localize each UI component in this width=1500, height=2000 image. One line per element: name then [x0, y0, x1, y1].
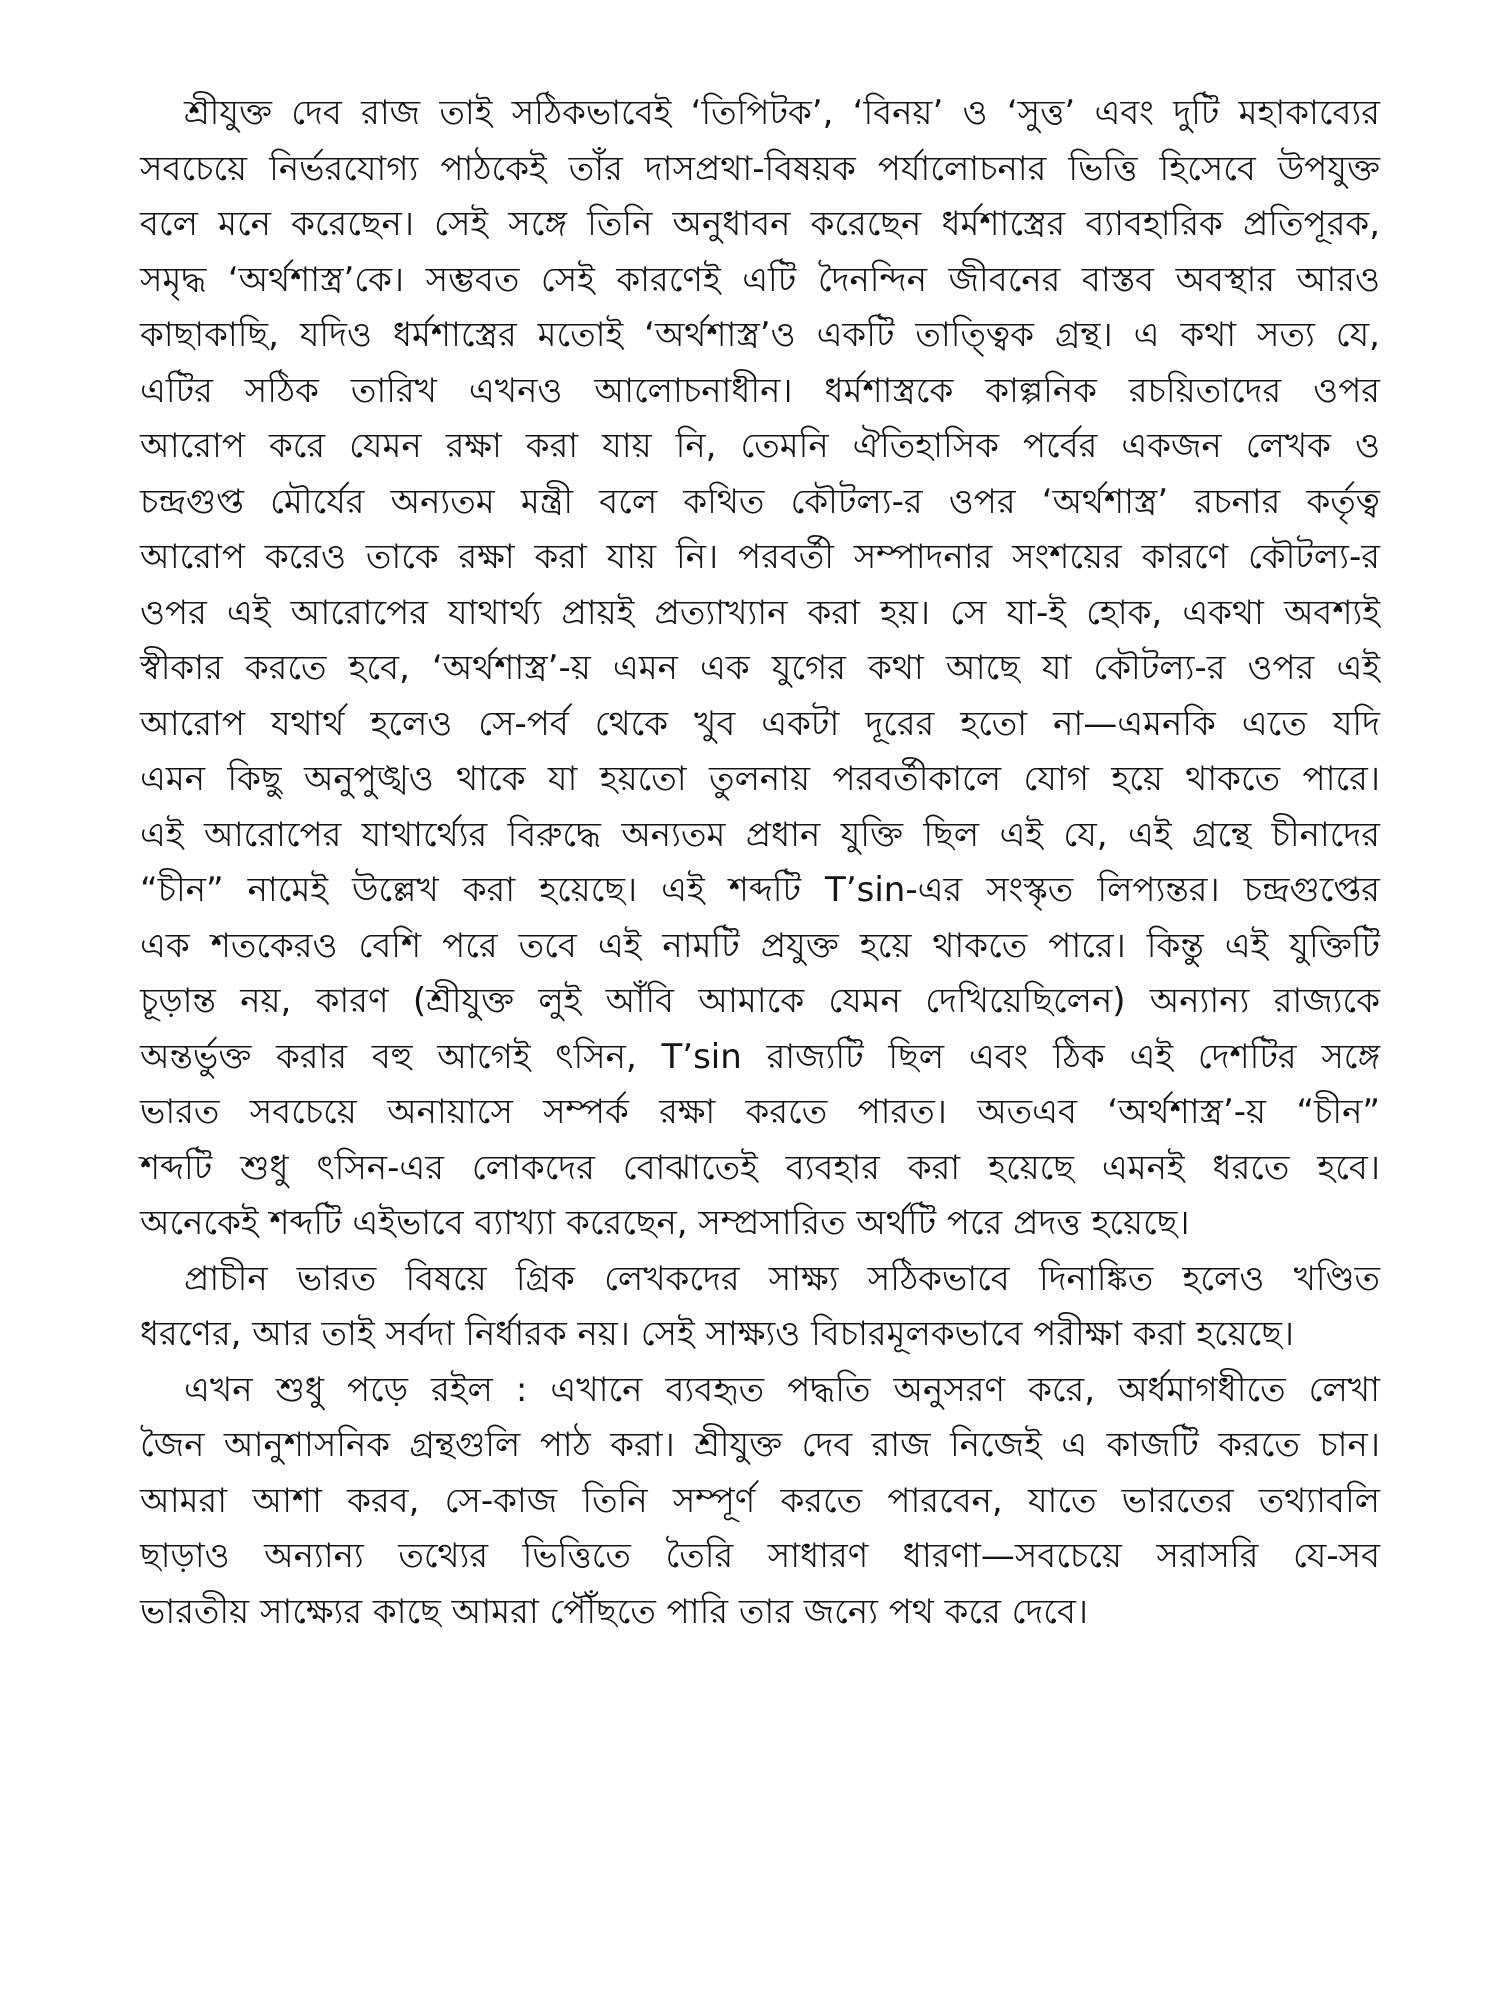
paragraph-3	[140, 1363, 1380, 1641]
text-line: এই আরোপের যাথার্থ্যের বিরুদ্ধে অন্যতম প্রধান যুক্তি ছিল এই যে, এই গ্রন্থে চীনাদের	[140, 814, 1380, 855]
text-line: শ্রীযুক্ত দেব রাজ তাই সঠিকভাবেই ‘তিপিটক’, ‘বিনয়’ ও ‘সুত্ত’ এবং দুটি মহাকাব্যের	[184, 93, 1380, 133]
paragraph-2	[140, 1252, 1380, 1363]
text-line: ভারত সবচেয়ে অনায়াসে সম্পর্ক রক্ষা করতে পারত। অতএব ‘অর্থশাস্ত্র’-য় “চীন”	[140, 1092, 1380, 1132]
text-line: ধরণের, আর তাই সর্বদা নির্ধারক নয়। সেই সাক্ষ্যও বিচারমূলকভাবে পরীক্ষা করা হয়েছে।	[140, 1314, 1295, 1354]
text-line: কাছাকাছি, যদিও ধর্মশাস্ত্রের মতোই ‘অর্থশাস্ত্র’ও একটি তাত্ত্বিক গ্রন্থ। এ কথা সত্য যে,	[140, 315, 1380, 355]
text-line: অন্তর্ভুক্ত করার বহু আগেই ৎসিন, T’sin রাজ্যটি ছিল এবং ঠিক এই দেশটির সঙ্গে	[140, 1036, 1380, 1077]
text-line: সবচেয়ে নির্ভরযোগ্য পাঠকেই তাঁর দাসপ্রথা-বিষয়ক পর্যালোচনার ভিত্তি হিসেবে উপযুক্ত	[140, 148, 1380, 189]
text-line: স্বীকার করতে হবে, ‘অর্থশাস্ত্র’-য় এমন এক যুগের কথা আছে যা কৌটল্য-র ওপর এই	[140, 648, 1380, 688]
text-line: আমরা আশা করব, সে-কাজ তিনি সম্পূর্ণ করতে পারবেন, যাতে ভারতের তথ্যাবলি	[140, 1480, 1380, 1521]
text-line: অনেকেই শব্দটি এইভাবে ব্যাখ্যা করেছেন, সম্প্রসারিত অর্থটি পরে প্রদত্ত হয়েছে।	[140, 1203, 1190, 1243]
text-line: এখন শুধু পড়ে রইল : এখানে ব্যবহৃত পদ্ধতি অনুসরণ করে, অর্ধমাগধীতে লেখা	[184, 1369, 1380, 1410]
text-line: এটির সঠিক তারিখ এখনও আলোচনাধীন। ধর্মশাস্ত্রকে কাল্পনিক রচয়িতাদের ওপর	[140, 370, 1380, 411]
text-line: এক শতকেরও বেশি পরে তবে এই নামটি প্রযুক্ত হয়ে থাকতে পারে। কিন্তু এই যুক্তিটি	[140, 925, 1380, 966]
paragraph-1	[140, 86, 1380, 1252]
text-line: আরোপ যথার্থ হলেও সে-পর্ব থেকে খুব একটা দূরের হতো না—এমনকি এতে যদি	[140, 703, 1380, 744]
text-line: ভারতীয় সাক্ষ্যের কাছে আমরা পৌঁছতে পারি তার জন্যে পথ করে দেবে।	[140, 1591, 1089, 1632]
page-text-body	[140, 86, 1380, 1640]
text-line: চূড়ান্ত নয়, কারণ (শ্রীযুক্ত লুই আঁবি আমাকে যেমন দেখিয়েছিলেন) অন্যান্য রাজ্যকে	[140, 981, 1380, 1021]
text-line: সমৃদ্ধ ‘অর্থশাস্ত্র’কে। সম্ভবত সেই কারণেই এটি দৈনন্দিন জীবনের বাস্তব অবস্থার আরও	[140, 259, 1380, 300]
text-line: শব্দটি শুধু ৎসিন-এর লোকদের বোঝাতেই ব্যবহার করা হয়েছে এমনই ধরতে হবে।	[140, 1147, 1380, 1188]
text-line: আরোপ করে যেমন রক্ষা করা যায় নি, তেমনি ঐতিহাসিক পর্বের একজন লেখক ও	[140, 426, 1380, 466]
text-line: “চীন” নামেই উল্লেখ করা হয়েছে। এই শব্দটি T’sin-এর সংস্কৃত লিপ্যন্তর। চন্দ্রগুপ্তের	[140, 870, 1380, 910]
text-line: বলে মনে করেছেন। সেই সঙ্গে তিনি অনুধাবন করেছেন ধর্মশাস্ত্রের ব্যাবহারিক প্রতিপূরক,	[140, 204, 1380, 244]
text-line: আরোপ করেও তাকে রক্ষা করা যায় নি। পরবর্তী সম্পাদনার সংশয়ের কারণে কৌটল্য-র	[140, 537, 1380, 577]
text-line: চন্দ্রগুপ্ত মৌর্যের অন্যতম মন্ত্রী বলে কথিত কৌটল্য-র ওপর ‘অর্থশাস্ত্র’ রচনার কর্তৃত্ব	[140, 481, 1380, 522]
text-line: ছাড়াও অন্যান্য তথ্যের ভিত্তিতে তৈরি সাধারণ ধারণা—সবচেয়ে সরাসরি যে-সব	[140, 1536, 1380, 1576]
text-line: প্রাচীন ভারত বিষয়ে গ্রিক লেখকদের সাক্ষ্য সঠিকভাবে দিনাঙ্কিত হলেও খণ্ডিত	[184, 1258, 1380, 1299]
text-line: ওপর এই আরোপের যাথার্থ্য প্রায়ই প্রত্যাখ্যান করা হয়। সে যা-ই হোক, একথা অবশ্যই	[140, 592, 1380, 633]
text-line: জৈন আনুশাসনিক গ্রন্থগুলি পাঠ করা। শ্রীযুক্ত দেব রাজ নিজেই এ কাজটি করতে চান।	[140, 1425, 1380, 1465]
text-line: এমন কিছু অনুপুঙ্খও থাকে যা হয়তো তুলনায় পরবর্তীকালে যোগ হয়ে থাকতে পারে।	[140, 759, 1380, 799]
